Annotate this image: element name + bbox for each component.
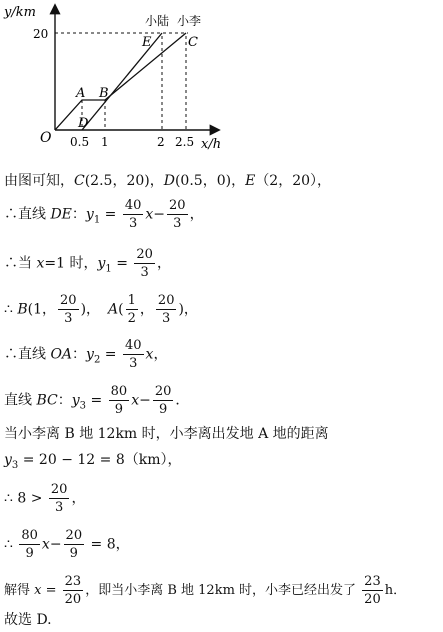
fraction: $\frac{1}{2}$ (127, 293, 136, 326)
solution-line-10: ∴ $\frac{80}{9}$ x− $\frac{20}{9}$ = 8， (4, 528, 130, 561)
point-C-label: C (188, 35, 198, 50)
solution-line-2: ∴直线 DE：$y_1$ = $\frac{40}{3}$ x− $\frac{20}{3}$ ， (4, 198, 204, 231)
solution-line-1: 由图可知，C(2.5，20)，D(0.5，0)，E（2，20）， (4, 173, 332, 189)
fraction: $\frac{80}{9}$ (21, 528, 38, 561)
origin-label: O (40, 130, 52, 146)
x-tick-0-5: 0.5 (70, 135, 90, 149)
fraction: $\frac{23}{20}$ (64, 574, 82, 607)
x-tick-2: 2 (157, 135, 165, 149)
fraction: $\frac{20}{3}$ (157, 293, 175, 326)
solution-line-12: 故选 D. (4, 612, 52, 628)
solution-line-7: 当小李离 B 地 12km 时，小李离出发地 A 地的距离 (4, 426, 329, 442)
solution-line-5: ∴直线 OA：$y_2$ = $\frac{40}{3}$ x， (4, 338, 168, 371)
fraction: $\frac{20}{3}$ (50, 482, 68, 515)
fraction: $\frac{20}{3}$ (169, 198, 186, 231)
person-label-xiaolu: 小陆 (145, 14, 170, 28)
point-A-label: A (76, 86, 86, 101)
fraction: $\frac{20}{3}$ (136, 247, 153, 280)
x-axis-label: x/h (201, 137, 222, 150)
point-D-label: D (78, 116, 89, 131)
x-tick-2-5: 2.5 (175, 135, 195, 149)
fraction: $\frac{20}{9}$ (65, 528, 83, 561)
solution-line-6: 直线 BC：$y_3$ = $\frac{80}{9}$ x− $\frac{20}{9}$ ． (4, 384, 190, 417)
point-B-label: B (99, 86, 109, 101)
solution-line-8: $y_3 = 20 - 12 = 8(km)$， (4, 452, 182, 471)
point-E-label: E (142, 35, 152, 50)
solution-line-9: ∴ 8 > $\frac{20}{3}$ ， (4, 482, 86, 515)
x-tick-1: 1 (101, 135, 109, 149)
distance-time-graph (0, 0, 240, 150)
fraction: $\frac{40}{3}$ (124, 338, 142, 371)
solution-line-3: ∴当 x=1 时，$y_1$ = $\frac{20}{3}$ ， (4, 247, 171, 280)
fraction: $\frac{20}{9}$ (154, 384, 172, 417)
fraction: $\frac{20}{3}$ (60, 293, 77, 326)
y-tick-20: 20 (33, 27, 49, 41)
solution-line-11: 解得 x = $\frac{23}{20}$ ，即当小李离 B 地 12km 时，小李已经出发了 $\frac{23}{20}$ h． (4, 574, 407, 607)
solution-line-4: ∴ B(1， $\frac{20}{3}$ )， A( $\frac{1}{2}$ ， $\frac{20}{3}$ )， (4, 293, 198, 326)
fraction: $\frac{40}{3}$ (124, 198, 142, 231)
fraction: $\frac{80}{9}$ (110, 384, 128, 417)
y-axis-label: y/km (4, 5, 36, 20)
person-label-xiaoli: 小李 (177, 14, 202, 28)
fraction: $\frac{23}{20}$ (364, 574, 381, 607)
line-OAB-C (55, 33, 186, 130)
